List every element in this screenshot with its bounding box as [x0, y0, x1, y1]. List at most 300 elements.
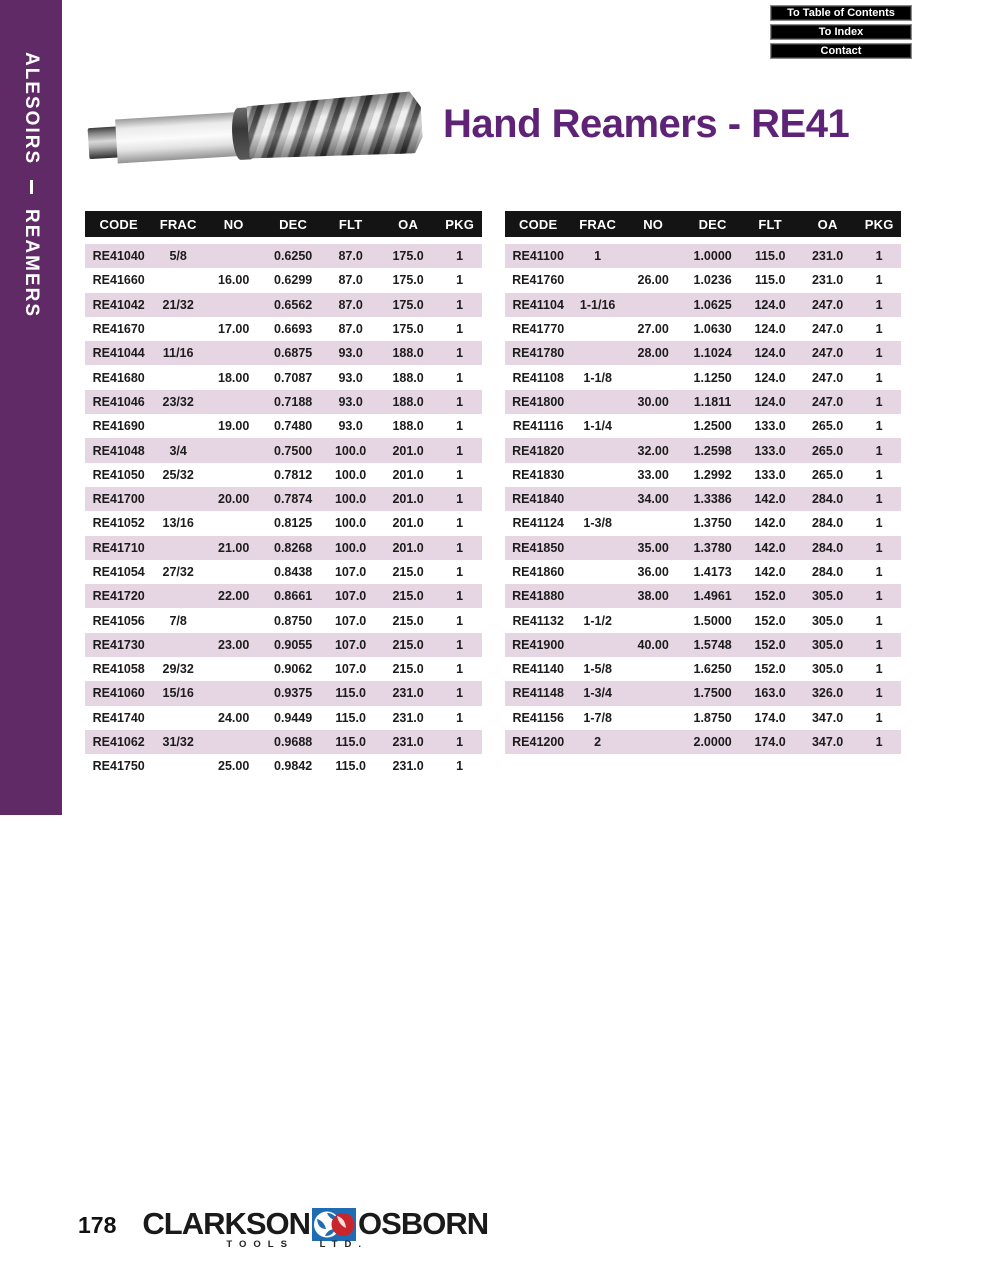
cell-oa: 284.0 [811, 492, 844, 507]
column-header-flt: FLT [338, 216, 363, 232]
table-row [85, 463, 482, 487]
cell-dec: 0.7812 [274, 467, 313, 482]
column-header-dec: DEC [698, 216, 727, 232]
cell-oa: 247.0 [811, 370, 844, 385]
table-header-row [85, 211, 482, 237]
cell-frac: 1 [594, 249, 602, 264]
cell-flt: 142.0 [754, 516, 786, 531]
cell-pkg: 1 [875, 710, 883, 725]
cell-oa: 231.0 [392, 710, 424, 725]
cell-flt: 124.0 [754, 322, 786, 337]
tables-container [85, 211, 901, 779]
cell-dec: 1.2992 [693, 467, 732, 482]
cell-flt: 87.0 [338, 273, 363, 288]
table-row [85, 511, 482, 535]
cell-pkg: 1 [875, 735, 883, 750]
sidebar [0, 0, 62, 815]
cell-pkg: 1 [456, 759, 464, 774]
cell-oa: 201.0 [392, 492, 424, 507]
cell-oa: 284.0 [811, 540, 844, 555]
cell-oa: 188.0 [392, 370, 424, 385]
cell-flt: 124.0 [754, 394, 786, 409]
table-row [505, 608, 902, 632]
cell-pkg: 1 [875, 613, 883, 628]
cell-flt: 93.0 [338, 370, 363, 385]
column-header-oa: OA [398, 216, 419, 232]
cell-flt: 152.0 [754, 637, 786, 652]
cell-dec: 1.0236 [693, 273, 732, 288]
cell-no: 34.00 [637, 492, 669, 507]
cell-oa: 265.0 [811, 467, 844, 482]
column-header-oa: OA [817, 216, 838, 232]
cell-flt: 93.0 [338, 346, 363, 361]
cell-code: RE41760 [512, 273, 565, 288]
cell-oa: 201.0 [392, 467, 424, 482]
table-row [505, 584, 902, 608]
cell-dec: 1.2500 [693, 419, 732, 434]
cell-pkg: 1 [456, 710, 464, 725]
cell-flt: 174.0 [754, 710, 786, 725]
cell-dec: 1.0630 [693, 322, 732, 337]
cell-no: 19.00 [218, 419, 250, 434]
cell-oa: 247.0 [811, 346, 844, 361]
cell-dec: 0.8661 [274, 589, 313, 604]
cell-code: RE41820 [512, 443, 565, 458]
cell-code: RE41044 [92, 346, 145, 361]
table-row [85, 584, 482, 608]
cell-dec: 0.9842 [274, 759, 313, 774]
cell-code: RE41900 [512, 637, 565, 652]
cell-flt: 107.0 [334, 565, 367, 579]
cell-no: 38.00 [637, 589, 669, 604]
cell-code: RE41108 [512, 370, 564, 385]
cell-dec: 1.7500 [693, 686, 732, 701]
cell-oa: 305.0 [811, 637, 844, 652]
cell-pkg: 1 [456, 297, 464, 312]
cell-dec: 1.5748 [693, 637, 732, 652]
cell-frac: 31/32 [162, 735, 194, 750]
cell-dec: 0.8750 [274, 613, 313, 628]
cell-flt: 124.0 [754, 297, 786, 312]
cell-flt: 115.0 [335, 710, 366, 725]
table-row [85, 681, 482, 705]
cell-dec: 0.9062 [274, 662, 313, 677]
cell-code: RE41690 [92, 419, 145, 434]
cell-code: RE41730 [92, 637, 145, 652]
cell-dec: 0.7188 [274, 394, 313, 409]
cell-dec: 0.9449 [274, 710, 313, 725]
cell-oa: 215.0 [392, 589, 424, 604]
cell-oa: 265.0 [811, 419, 844, 434]
cell-flt: 142.0 [754, 492, 786, 507]
cell-oa: 231.0 [392, 759, 424, 774]
cell-flt: 115.0 [335, 759, 366, 774]
cell-oa: 188.0 [392, 394, 424, 409]
cell-flt: 133.0 [754, 467, 786, 482]
table-row [85, 487, 482, 511]
cell-pkg: 1 [456, 516, 464, 531]
cell-code: RE41046 [92, 394, 145, 409]
cell-flt: 133.0 [754, 443, 786, 458]
cell-code: RE41048 [92, 443, 145, 458]
table-row [85, 536, 482, 560]
cell-dec: 0.7500 [274, 443, 313, 458]
cell-dec: 0.9055 [274, 637, 313, 652]
cell-oa: 175.0 [392, 297, 424, 312]
cell-oa: 188.0 [392, 419, 424, 434]
table-row [505, 365, 902, 389]
cell-code: RE41058 [92, 662, 145, 677]
table-row [85, 390, 482, 414]
table-row [505, 268, 902, 292]
cell-code: RE41680 [92, 370, 145, 385]
cell-pkg: 1 [875, 589, 883, 604]
cell-pkg: 1 [875, 637, 883, 652]
contact-button[interactable]: Contact [770, 43, 912, 59]
table-row [85, 706, 482, 730]
cell-oa: 305.0 [811, 589, 844, 604]
cell-dec: 0.7480 [274, 419, 313, 434]
table-row [505, 681, 902, 705]
column-header-code: CODE [99, 216, 138, 232]
column-header-frac: FRAC [159, 216, 197, 232]
cell-dec: 1.1811 [693, 394, 732, 409]
cell-no: 23.00 [218, 637, 250, 652]
cell-dec: 1.4961 [693, 589, 732, 604]
table-row [85, 657, 482, 681]
table-row [85, 560, 482, 584]
table-row [505, 536, 902, 560]
cell-no: 32.00 [637, 443, 669, 458]
cell-frac: 25/32 [162, 467, 194, 482]
cell-flt: 124.0 [754, 346, 786, 361]
cell-oa: 175.0 [392, 249, 424, 264]
table-header-row [505, 211, 902, 237]
cell-flt: 115.0 [754, 249, 786, 264]
cell-frac: 5/8 [169, 249, 187, 264]
cell-dec: 0.9688 [274, 735, 313, 750]
cell-oa: 175.0 [392, 322, 424, 337]
cell-dec: 1.3780 [693, 540, 732, 555]
reamer-table-left [85, 211, 482, 779]
cell-no: 21.00 [218, 540, 250, 555]
cell-no: 27.00 [637, 322, 669, 337]
cell-flt: 115.0 [335, 686, 366, 701]
cell-dec: 0.6299 [274, 273, 313, 288]
brand-logo-main [142, 1206, 488, 1242]
cell-oa: 215.0 [392, 613, 424, 628]
cell-pkg: 1 [875, 540, 883, 555]
cell-frac: 27/32 [162, 565, 194, 579]
cell-pkg: 1 [456, 346, 464, 361]
cell-pkg: 1 [875, 662, 883, 677]
cell-dec: 1.5000 [693, 613, 732, 628]
cell-flt: 133.0 [754, 419, 786, 434]
column-header-flt: FLT [758, 216, 782, 232]
cell-dec: 1.1250 [693, 370, 732, 385]
cell-flt: 100.0 [334, 540, 367, 555]
cell-flt: 124.0 [754, 370, 786, 385]
cell-pkg: 1 [456, 322, 464, 337]
table-row [505, 657, 902, 681]
cell-pkg: 1 [875, 394, 883, 409]
cell-oa: 305.0 [811, 662, 844, 677]
cell-code: RE41770 [512, 322, 565, 337]
cell-pkg: 1 [456, 467, 464, 482]
cell-pkg: 1 [456, 419, 464, 434]
table-row [505, 511, 902, 535]
cell-flt: 100.0 [334, 492, 367, 507]
cell-dec: 0.6693 [274, 322, 313, 337]
cell-flt: 142.0 [754, 565, 786, 579]
cell-oa: 247.0 [811, 297, 844, 312]
cell-dec: 0.7874 [274, 492, 313, 507]
cell-code: RE41116 [512, 419, 564, 434]
cell-flt: 174.0 [754, 735, 786, 750]
cell-oa: 231.0 [811, 249, 844, 264]
cell-no: 28.00 [637, 346, 669, 361]
cell-pkg: 1 [456, 662, 464, 677]
cell-no: 30.00 [637, 394, 669, 409]
cell-flt: 115.0 [754, 273, 786, 288]
cell-oa: 201.0 [392, 443, 424, 458]
table-body [85, 244, 482, 779]
cell-flt: 152.0 [754, 589, 786, 604]
reamer-flutes [246, 91, 423, 164]
cell-frac: 21/32 [162, 297, 194, 312]
cell-code: RE41052 [92, 516, 145, 531]
table-body [505, 244, 902, 754]
cell-code: RE41800 [512, 394, 565, 409]
cell-flt: 107.0 [334, 637, 367, 652]
cell-code: RE41124 [512, 516, 564, 531]
cell-frac: 1-1/2 [583, 613, 612, 628]
cell-no: 16.00 [218, 273, 250, 288]
cell-pkg: 1 [875, 419, 883, 434]
cell-oa: 215.0 [392, 637, 424, 652]
cell-pkg: 1 [875, 686, 883, 701]
cell-no: 26.00 [637, 273, 669, 288]
cell-dec: 0.6875 [274, 346, 313, 361]
table-row [505, 317, 902, 341]
cell-flt: 87.0 [338, 322, 363, 337]
cell-flt: 152.0 [754, 662, 786, 677]
cell-oa: 215.0 [392, 662, 424, 677]
table-row [85, 317, 482, 341]
cell-dec: 1.2598 [693, 443, 732, 458]
sidebar-divider [30, 180, 33, 194]
brand-clarkson: CLARKSON [142, 1206, 311, 1241]
cell-code: RE41700 [92, 492, 145, 507]
footer [78, 1206, 488, 1250]
cutter-logo-icon [312, 1208, 356, 1241]
cell-pkg: 1 [875, 492, 883, 507]
page-title: Hand Reamers - RE41 [443, 102, 850, 146]
cell-frac: 1-7/8 [583, 710, 612, 725]
table-row [85, 608, 482, 632]
cell-no: 33.00 [637, 467, 669, 482]
cell-dec: 1.0625 [693, 297, 732, 312]
cell-flt: 107.0 [334, 589, 367, 604]
cell-flt: 93.0 [338, 419, 363, 434]
cell-frac: 15/16 [162, 686, 194, 701]
table-row [85, 341, 482, 365]
cell-dec: 0.9375 [274, 686, 313, 701]
cell-frac: 23/32 [162, 394, 194, 409]
cell-oa: 188.0 [392, 346, 424, 361]
cell-code: RE41104 [512, 297, 564, 312]
cell-code: RE41830 [512, 467, 565, 482]
cell-oa: 231.0 [392, 735, 424, 750]
cell-dec: 1.1024 [693, 346, 732, 361]
cell-code: RE41670 [92, 322, 145, 337]
cell-code: RE41710 [92, 540, 145, 555]
cell-oa: 347.0 [811, 710, 844, 725]
cell-no: 35.00 [637, 540, 669, 555]
cell-code: RE41062 [92, 735, 145, 750]
cell-code: RE41860 [512, 565, 565, 579]
cell-frac: 1-1/8 [583, 370, 612, 385]
table-row [85, 414, 482, 438]
cell-frac: 29/32 [162, 662, 194, 677]
cell-frac: 1-5/8 [583, 662, 612, 677]
cell-flt: 163.0 [754, 686, 786, 701]
cell-pkg: 1 [456, 735, 464, 750]
cell-pkg: 1 [875, 467, 883, 482]
cell-oa: 305.0 [811, 613, 844, 628]
cell-code: RE41720 [92, 589, 145, 604]
cell-pkg: 1 [456, 637, 464, 652]
cell-oa: 247.0 [811, 394, 844, 409]
cell-dec: 1.0000 [693, 249, 732, 264]
cell-pkg: 1 [875, 322, 883, 337]
cell-code: RE41054 [92, 565, 145, 579]
page-number: 178 [78, 1212, 117, 1238]
cell-pkg: 1 [875, 346, 883, 361]
cell-code: RE41060 [92, 686, 145, 701]
cell-pkg: 1 [456, 394, 464, 409]
cell-dec: 2.0000 [693, 735, 732, 750]
cell-dec: 0.6562 [274, 297, 313, 312]
cell-no: 36.00 [637, 565, 669, 579]
cell-dec: 1.8750 [693, 710, 732, 725]
cell-pkg: 1 [456, 589, 464, 604]
cell-pkg: 1 [456, 249, 464, 264]
cell-pkg: 1 [875, 370, 883, 385]
reamer-table-right [505, 211, 902, 779]
cell-dec: 0.8268 [274, 540, 313, 555]
cell-no: 20.00 [218, 492, 250, 507]
cell-pkg: 1 [456, 540, 464, 555]
cell-flt: 100.0 [334, 516, 367, 531]
cell-no: 22.00 [218, 589, 250, 604]
table-row [85, 633, 482, 657]
cell-frac: 1-1/16 [579, 297, 616, 312]
cell-oa: 215.0 [392, 565, 424, 579]
column-header-dec: DEC [279, 216, 308, 232]
cell-code: RE41840 [512, 492, 565, 507]
cell-flt: 107.0 [334, 613, 367, 628]
cell-code: RE41040 [92, 249, 145, 264]
cell-flt: 93.0 [338, 394, 363, 409]
cell-pkg: 1 [456, 686, 464, 701]
cell-pkg: 1 [875, 273, 883, 288]
cell-code: RE41100 [512, 249, 564, 264]
cell-pkg: 1 [456, 565, 464, 579]
to-table-of-contents-button[interactable]: To Table of Contents [770, 5, 912, 21]
table-row [85, 754, 482, 778]
cell-code: RE41660 [92, 273, 145, 288]
sidebar-label-english: REAMERS [21, 209, 42, 319]
cell-code: RE41750 [92, 759, 145, 774]
table-row [85, 438, 482, 462]
cell-flt: 107.0 [334, 662, 367, 677]
table-row [505, 730, 902, 754]
cell-dec: 0.8438 [274, 565, 313, 579]
cell-dec: 1.6250 [693, 662, 732, 677]
brand-subtext: TOOLS LTD. [226, 1239, 368, 1250]
cell-flt: 87.0 [338, 297, 363, 312]
table-row [505, 244, 902, 268]
column-header-no: NO [223, 216, 244, 232]
cell-oa: 284.0 [811, 565, 844, 579]
column-header-no: NO [643, 216, 664, 232]
cell-flt: 152.0 [754, 613, 786, 628]
cell-dec: 0.7087 [274, 370, 313, 385]
cell-pkg: 1 [456, 370, 464, 385]
cell-frac: 11/16 [162, 346, 194, 361]
cell-pkg: 1 [875, 297, 883, 312]
cell-no: 17.00 [218, 322, 250, 337]
cell-dec: 1.4173 [693, 565, 732, 579]
cell-oa: 231.0 [811, 273, 844, 288]
cell-frac: 1-3/4 [583, 686, 612, 701]
cell-oa: 201.0 [392, 516, 424, 531]
reamer-shank [115, 112, 237, 163]
cell-pkg: 1 [875, 565, 883, 579]
cell-pkg: 1 [875, 516, 883, 531]
table-row [505, 341, 902, 365]
cell-code: RE41156 [512, 710, 564, 725]
cell-oa: 175.0 [392, 273, 424, 288]
cell-pkg: 1 [456, 443, 464, 458]
cell-dec: 0.8125 [274, 516, 313, 531]
cell-code: RE41780 [512, 346, 565, 361]
table-row [85, 268, 482, 292]
cell-flt: 142.0 [754, 540, 786, 555]
cell-code: RE41132 [512, 613, 564, 628]
reamer-photo [86, 84, 424, 176]
cell-oa: 265.0 [811, 443, 844, 458]
to-index-button[interactable]: To Index [770, 24, 912, 40]
cell-dec: 1.3386 [693, 492, 732, 507]
cell-frac: 2 [594, 735, 602, 750]
table-row [505, 487, 902, 511]
cell-frac: 3/4 [169, 443, 187, 458]
table-row [505, 706, 902, 730]
cell-no: 18.00 [218, 370, 250, 385]
cell-oa: 201.0 [392, 540, 424, 555]
cell-no: 25.00 [218, 759, 250, 774]
column-header-frac: FRAC [579, 216, 617, 232]
cell-oa: 284.0 [811, 516, 844, 531]
cell-no: 24.00 [218, 710, 250, 725]
cell-flt: 87.0 [338, 249, 363, 264]
brand-osborn: OSBORN [358, 1206, 489, 1241]
table-row [505, 633, 902, 657]
column-header-code: CODE [519, 216, 558, 232]
table-row [85, 244, 482, 268]
